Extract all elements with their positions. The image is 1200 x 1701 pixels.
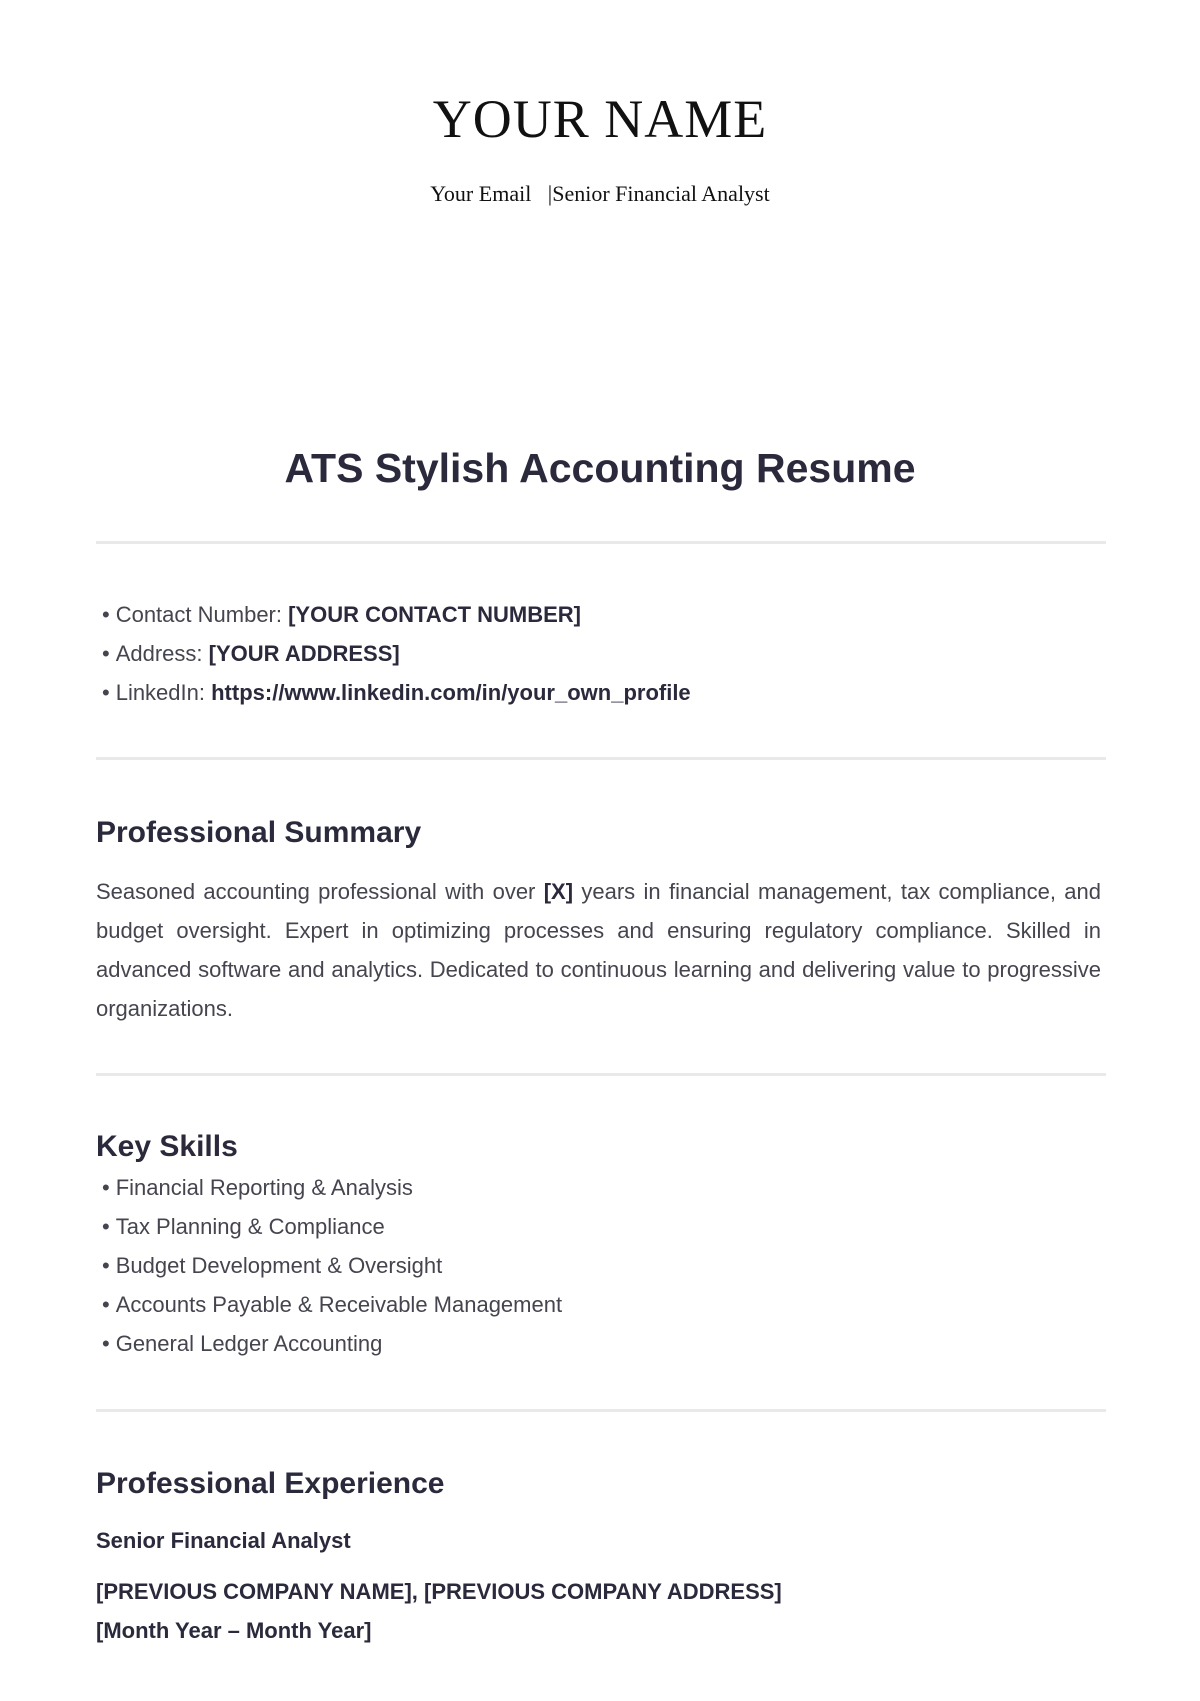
divider: [96, 757, 1106, 760]
contact-item-linkedin: [102, 673, 691, 712]
skills-heading: Key Skills: [96, 1130, 238, 1163]
summary-text-start: Seasoned accounting professional with over: [96, 879, 544, 904]
bullet-icon: •: [102, 602, 110, 627]
employment-dates: [Month Year – Month Year]: [96, 1618, 372, 1643]
experience-heading: Professional Experience: [96, 1467, 445, 1500]
summary-heading: Professional Summary: [96, 816, 422, 849]
bullet-icon: •: [102, 641, 110, 666]
divider: [96, 1073, 1106, 1076]
skill-label: Accounts Payable & Receivable Management: [115, 1292, 563, 1317]
skill-label: Financial Reporting & Analysis: [115, 1175, 413, 1200]
header-subtitle: Your Email |Senior Financial Analyst: [430, 181, 770, 206]
linkedin-link[interactable]: https://www.linkedin.com/in/your_own_profile: [211, 680, 691, 705]
skill-label: Tax Planning & Compliance: [115, 1214, 385, 1239]
contact-label: Contact Number:: [115, 602, 289, 627]
contact-value: [YOUR ADDRESS]: [208, 641, 400, 666]
contact-label: Address:: [115, 641, 209, 666]
bullet-icon: •: [102, 1292, 110, 1317]
skill-item: [102, 1246, 562, 1285]
skill-item: [102, 1324, 562, 1363]
skill-item: [102, 1285, 562, 1324]
skills-list: [102, 1168, 562, 1363]
company-line: [PREVIOUS COMPANY NAME], [PREVIOUS COMPANY ADDRESS]: [96, 1579, 782, 1604]
skill-label: Budget Development & Oversight: [115, 1253, 443, 1278]
divider: [96, 541, 1106, 544]
contact-item-phone: [102, 595, 691, 634]
skill-item: [102, 1168, 562, 1207]
divider: [96, 1409, 1106, 1412]
bullet-icon: •: [102, 680, 110, 705]
contact-label: LinkedIn:: [115, 680, 212, 705]
bullet-icon: •: [102, 1331, 110, 1356]
contact-value: [YOUR CONTACT NUMBER]: [288, 602, 582, 627]
bullet-icon: •: [102, 1253, 110, 1278]
summary-years-placeholder: [X]: [543, 879, 574, 904]
skill-label: General Ledger Accounting: [115, 1331, 383, 1356]
skill-item: [102, 1207, 562, 1246]
contact-item-address: [102, 634, 691, 673]
job-title: Senior Financial Analyst: [96, 1528, 351, 1553]
resume-owner-name: YOUR NAME: [432, 89, 768, 149]
document-title: ATS Stylish Accounting Resume: [284, 445, 916, 491]
summary-paragraph: [96, 872, 1101, 1028]
bullet-icon: •: [102, 1175, 110, 1200]
bullet-icon: •: [102, 1214, 110, 1239]
summary-text-end: years in financial management, tax compliance, and budget oversight. Expert in optimizing processes and ensuring regulatory compliance. Skilled in advanced software and analytics. Dedicated to continuous learning and delivering value to progressive organizations.: [96, 879, 1101, 1021]
contact-list: [102, 595, 691, 712]
